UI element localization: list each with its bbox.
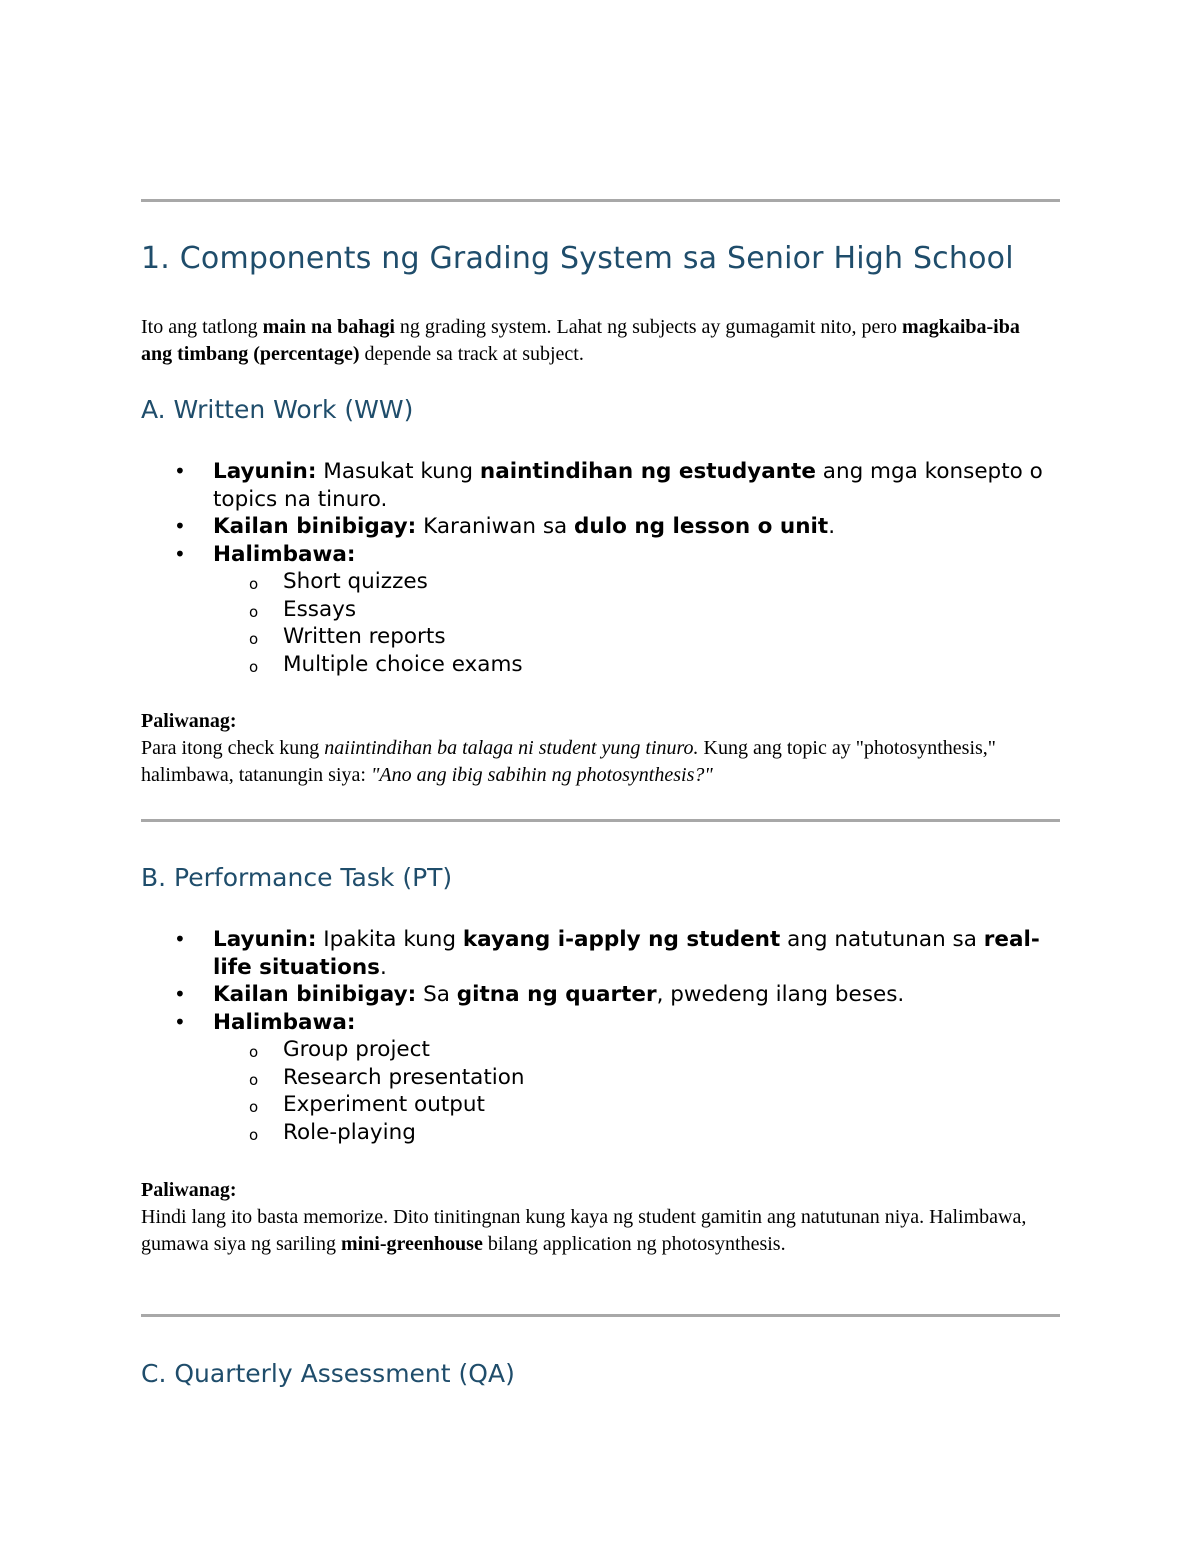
list-item: o Experiment output [213, 1091, 1061, 1119]
horizontal-rule [141, 1314, 1060, 1317]
circle-bullet-icon: o [249, 602, 259, 621]
list-item: • Kailan binibigay: Sa gitna ng quarter, pwedeng ilang beses. [174, 982, 905, 1007]
horizontal-rule [141, 819, 1060, 822]
bullet-icon: • [174, 927, 186, 951]
section-c-heading: C. Quarterly Assessment (QA) [141, 1359, 515, 1388]
list-item: • Kailan binibigay: Karaniwan sa dulo ng lesson o unit. [174, 514, 836, 539]
horizontal-rule [141, 199, 1060, 202]
bullet-icon: • [174, 541, 186, 566]
circle-bullet-icon: o [249, 1098, 259, 1116]
list-item: • Layunin: Ipakita kung kayang i-apply ng student ang natutunan sa real-life situations. [174, 927, 1040, 980]
list-item: o Short quizzes [213, 568, 1061, 596]
circle-bullet-icon: o [249, 657, 259, 676]
examples-list [213, 568, 1061, 678]
list-item: o Group project [213, 1036, 1061, 1064]
examples-list [213, 1036, 1061, 1146]
circle-bullet-icon: o [249, 630, 259, 648]
section-b-explanation: Paliwanag: Hindi lang ito basta memorize. Dito tinitingnan kung kaya ng student gamitin ang natutunan niya. Halimbawa, gumawa siya ng sariling mini-greenhouse bilang application ng photosynthesis. [141, 1179, 1027, 1255]
list-item: o Essays [213, 596, 1061, 624]
list-item: • Halimbawa: o Group project o Research presentation o Experiment output o Role-playing [141, 1009, 1061, 1147]
list-item: o Multiple choice exams [213, 651, 1061, 679]
circle-bullet-icon: o [249, 575, 259, 593]
section-a-explanation: Paliwanag: Para itong check kung naiintindihan ba talaga ni student yung tinuro. Kung ang topic ay "photosynthesis," halimbawa, tatanungin siya: "Ano ang ibig sabihin ng photosynthesis?" [141, 710, 996, 786]
bullet-icon: • [174, 514, 186, 538]
section-b-heading: B. Performance Task (PT) [141, 863, 453, 892]
page-title: 1. Components ng Grading System sa Senior High School [141, 241, 1014, 276]
section-a-list [141, 458, 1061, 678]
bullet-icon: • [174, 982, 186, 1006]
list-item: • Layunin: Masukat kung naintindihan ng estudyante ang mga konsepto o topics na tinuro. [174, 459, 1043, 512]
list-item: o Written reports [213, 623, 1061, 651]
bullet-icon: • [174, 459, 186, 483]
circle-bullet-icon: o [249, 1043, 259, 1061]
list-item: o Research presentation [213, 1064, 1061, 1092]
bullet-icon: • [174, 1009, 186, 1034]
list-item: o Role-playing [213, 1119, 1061, 1147]
intro-paragraph: Ito ang tatlong main na bahagi ng grading system. Lahat ng subjects ay gumagamit nito, pero magkaiba-iba ang timbang (percentage) depende sa track at subject. [141, 316, 1020, 365]
circle-bullet-icon: o [249, 1125, 259, 1144]
section-b-list [141, 926, 1061, 1146]
circle-bullet-icon: o [249, 1070, 259, 1089]
list-item: • Halimbawa: o Short quizzes o Essays o Written reports o Multiple choice exams [141, 541, 1061, 679]
explanation-label: Paliwanag: [141, 1179, 237, 1201]
section-a-heading: A. Written Work (WW) [141, 395, 414, 424]
explanation-label: Paliwanag: [141, 710, 237, 732]
